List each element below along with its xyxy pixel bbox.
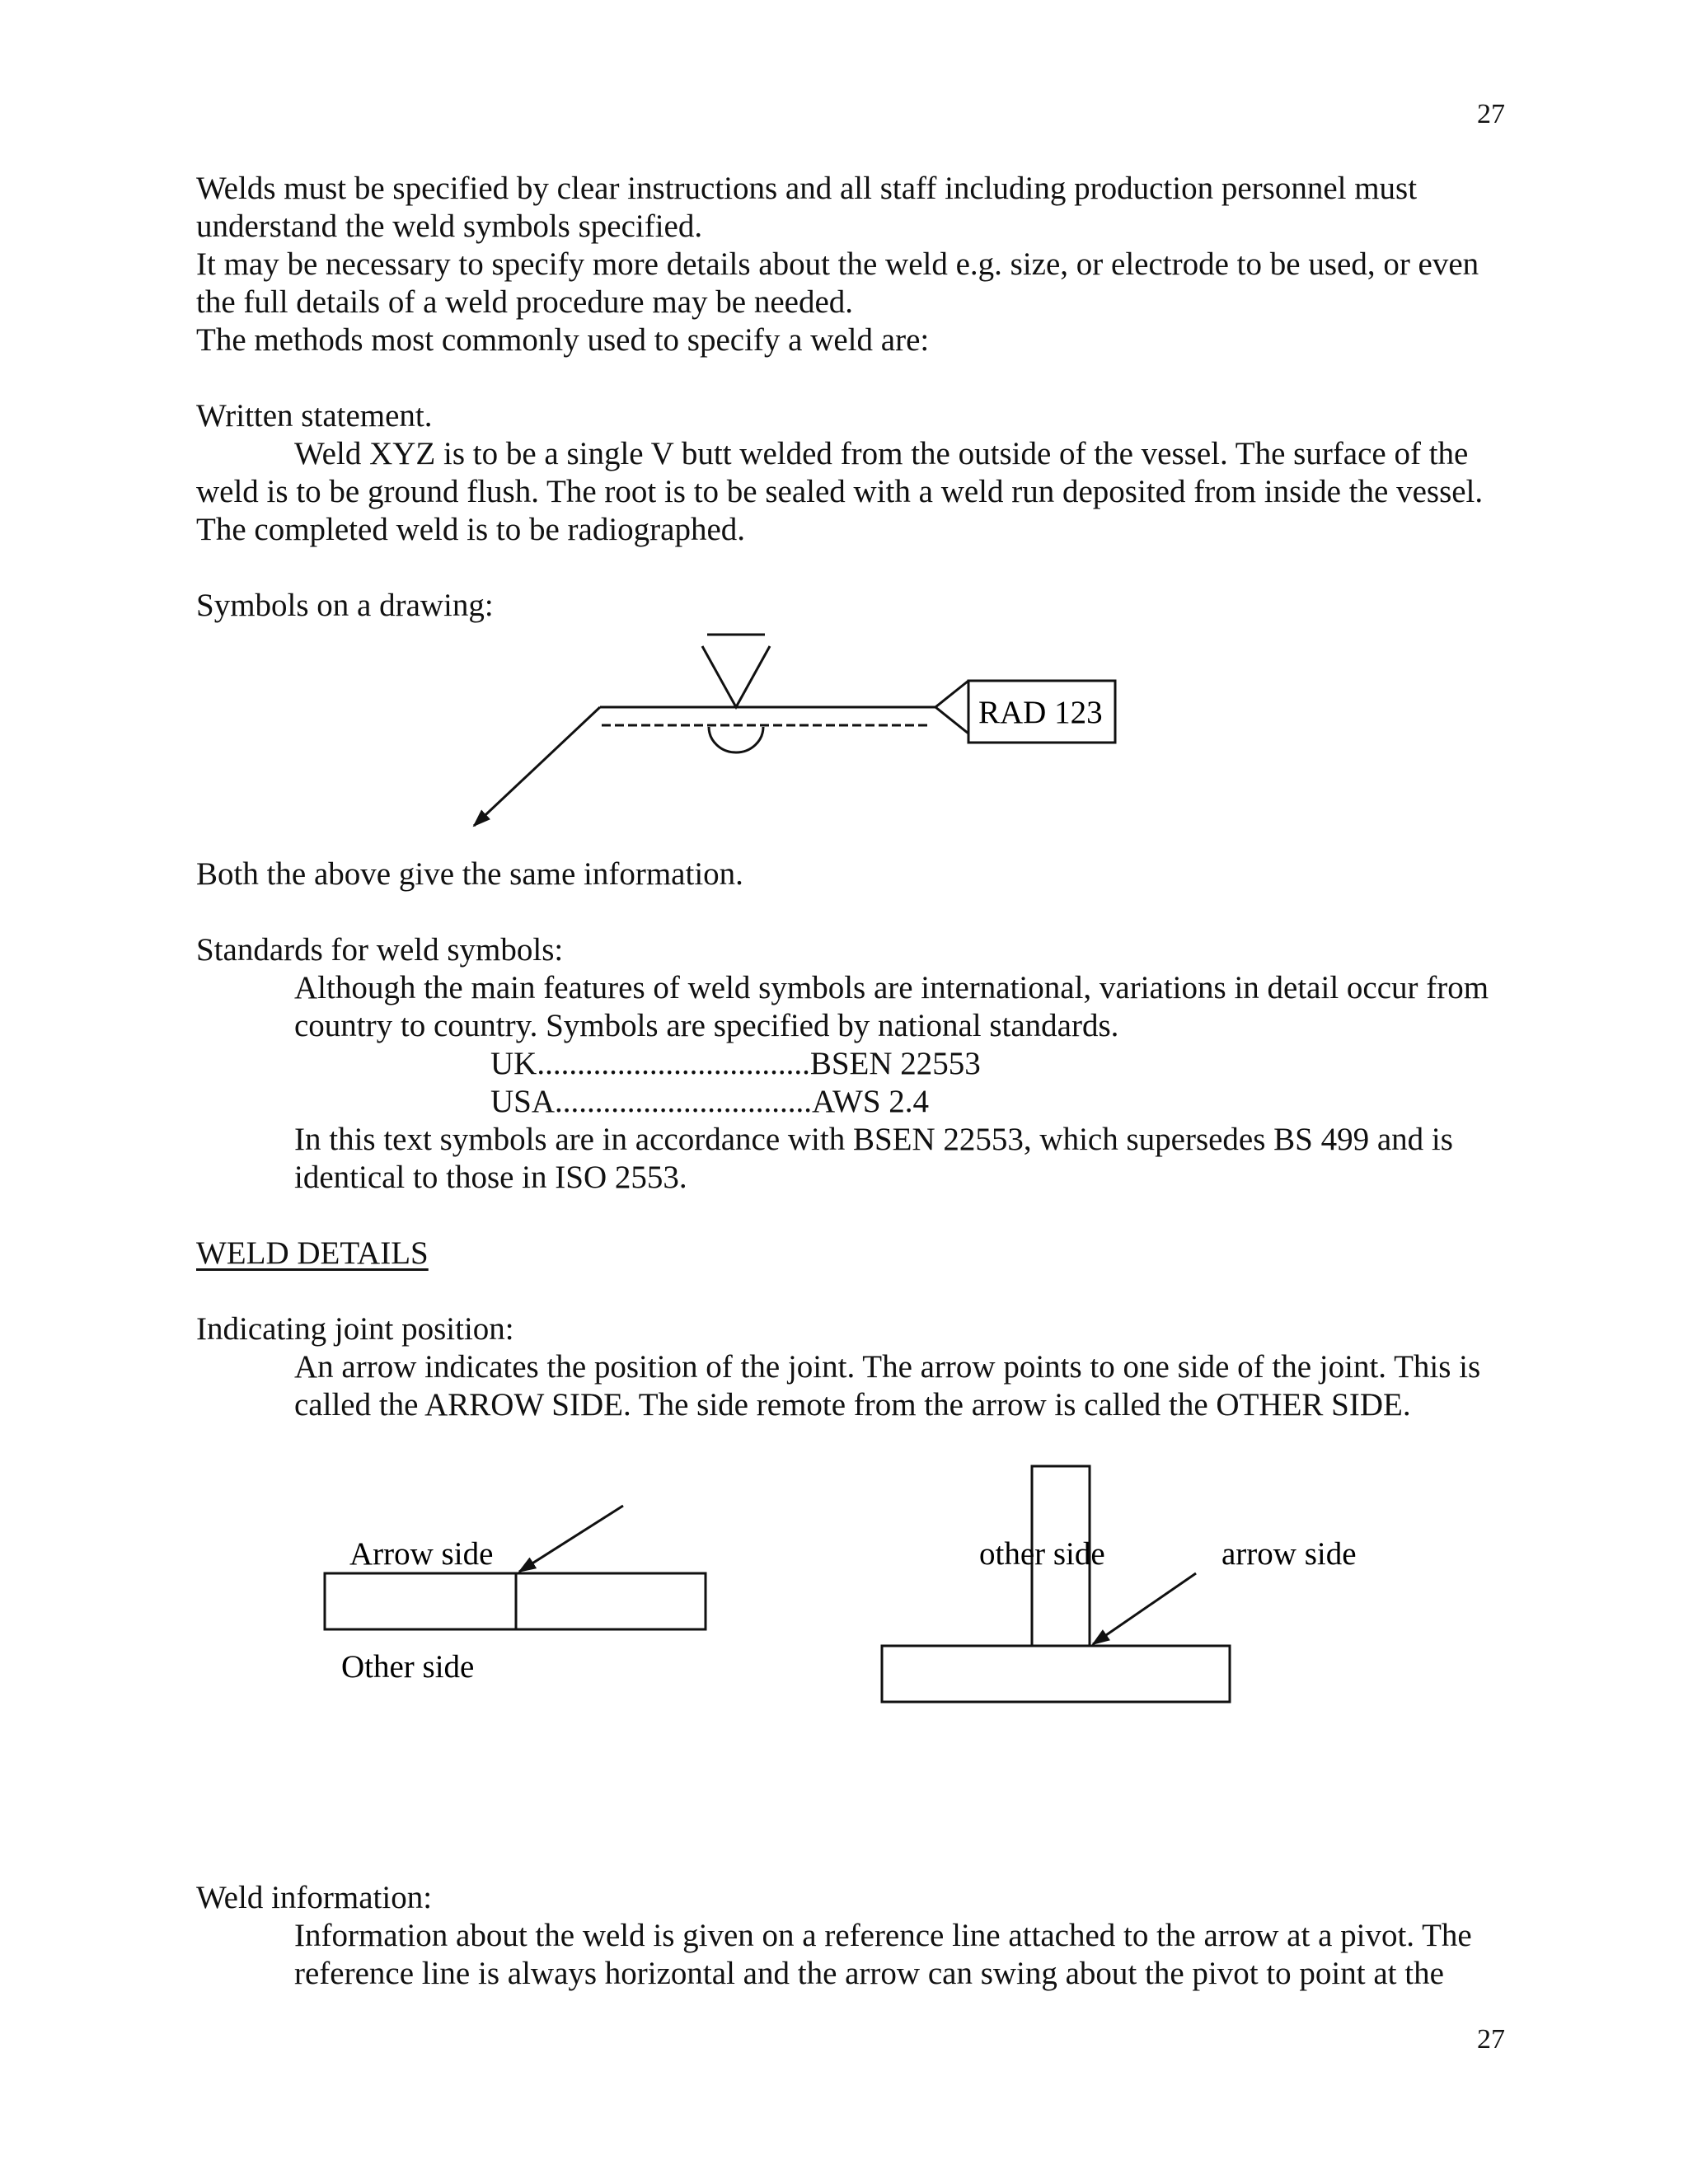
standard-uk: UK..................................BSEN 22553 <box>490 1046 981 1081</box>
standards-after-line-2: identical to those in ISO 2553. <box>294 1160 687 1195</box>
symbols-heading: Symbols on a drawing: <box>196 588 494 623</box>
written-statement-heading: Written statement. <box>196 398 433 434</box>
tee-joint-diagram <box>874 1455 1401 1718</box>
weld-details-heading: WELD DETAILS <box>196 1235 429 1271</box>
intro-line-1: Welds must be specified by clear instructions and all staff including production personnel must <box>196 171 1418 206</box>
butt-plate-right <box>516 1573 706 1629</box>
joint-position-heading: Indicating joint position: <box>196 1311 514 1347</box>
butt-joint-arrow <box>519 1506 623 1572</box>
tee-arrow-side-label: arrow side <box>1221 1536 1357 1572</box>
tail-reference-label: RAD 123 <box>978 695 1103 730</box>
standards-after-line-1: In this text symbols are in accordance with BSEN 22553, which supersedes BS 499 and is <box>294 1122 1453 1157</box>
intro-line-2: understand the weld symbols specified. <box>196 209 703 244</box>
same-info-line: Both the above give the same information. <box>196 856 743 892</box>
standards-heading: Standards for weld symbols: <box>196 932 564 968</box>
standards-line-1: Although the main features of weld symbols are international, variations in detail occur from <box>294 970 1489 1005</box>
intro-line-5: The methods most commonly used to specify a weld are: <box>196 322 930 358</box>
single-v-symbol <box>702 646 770 707</box>
written-statement-line-1: Weld XYZ is to be a single V butt welded from the outside of the vessel. The surface of the <box>294 436 1469 471</box>
tail-symbol <box>935 681 968 733</box>
butt-joint-diagram <box>313 1496 742 1702</box>
tee-joint-arrow <box>1093 1573 1196 1644</box>
weld-information-line-1: Information about the weld is given on a reference line attached to the arrow at a pivot. The <box>294 1918 1472 1953</box>
page-number-top: 27 <box>1477 99 1505 129</box>
butt-arrow-side-label: Arrow side <box>349 1536 494 1572</box>
intro-line-3: It may be necessary to specify more details about the weld e.g. size, or electrode to be used, or even <box>196 246 1479 282</box>
arrow-line <box>474 707 600 826</box>
intro-line-4: the full details of a weld procedure may be needed. <box>196 284 854 320</box>
butt-other-side-label: Other side <box>341 1649 475 1685</box>
weld-information-line-2: reference line is always horizontal and the arrow can swing about the pivot to point at the <box>294 1956 1444 1991</box>
weld-symbol-diagram <box>462 626 1137 841</box>
written-statement-line-3: The completed weld is to be radiographed. <box>196 512 746 547</box>
joint-position-line-2: called the ARROW SIDE. The side remote from the arrow is called the OTHER SIDE. <box>294 1387 1411 1422</box>
page-number-bottom: 27 <box>1477 2024 1505 2055</box>
sealing-run-symbol <box>709 727 763 752</box>
butt-plate-left <box>325 1573 516 1629</box>
standard-usa: USA................................AWS 2.4 <box>490 1084 930 1119</box>
weld-information-heading: Weld information: <box>196 1880 433 1915</box>
standards-line-2: country to country. Symbols are specified by national standards. <box>294 1008 1119 1043</box>
joint-position-line-1: An arrow indicates the position of the joint. The arrow points to one side of the joint. This is <box>294 1349 1481 1385</box>
tee-base-plate <box>882 1646 1230 1702</box>
tee-other-side-label: other side <box>979 1536 1105 1572</box>
written-statement-line-2: weld is to be ground flush. The root is to be sealed with a weld run deposited from inside the vessel. <box>196 474 1484 509</box>
